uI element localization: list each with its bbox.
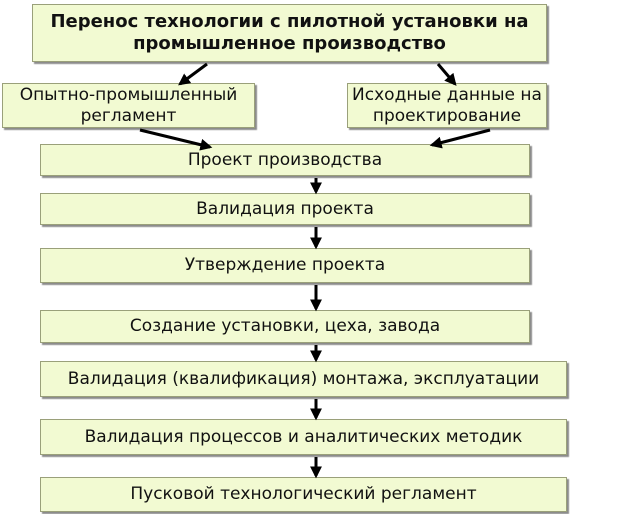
- arrow-top-to-left: [180, 64, 207, 84]
- top-box-label: Перенос технологии с пилотной установки на промышленное производство: [50, 11, 529, 54]
- arrow-right-to-project: [432, 130, 490, 145]
- step-label: Валидация проекта: [196, 198, 374, 219]
- step-label: Валидация (квалификация) монтажа, эксплуатации: [67, 368, 540, 389]
- arrow-top-to-right: [438, 64, 455, 84]
- step-label: Проект производства: [187, 149, 383, 170]
- step-label: Утверждение проекта: [184, 255, 386, 275]
- arrow-left-to-project: [140, 130, 210, 147]
- step-label: Пусковой технологический регламент: [130, 484, 477, 504]
- step-label: Создание установки, цеха, завода: [129, 316, 441, 336]
- left-input-label: Опытно-промышленный регламент: [19, 84, 238, 126]
- step-label: Валидация процессов и аналитических методик: [84, 426, 523, 447]
- right-input-label: Исходные данные на проектирование: [352, 84, 542, 126]
